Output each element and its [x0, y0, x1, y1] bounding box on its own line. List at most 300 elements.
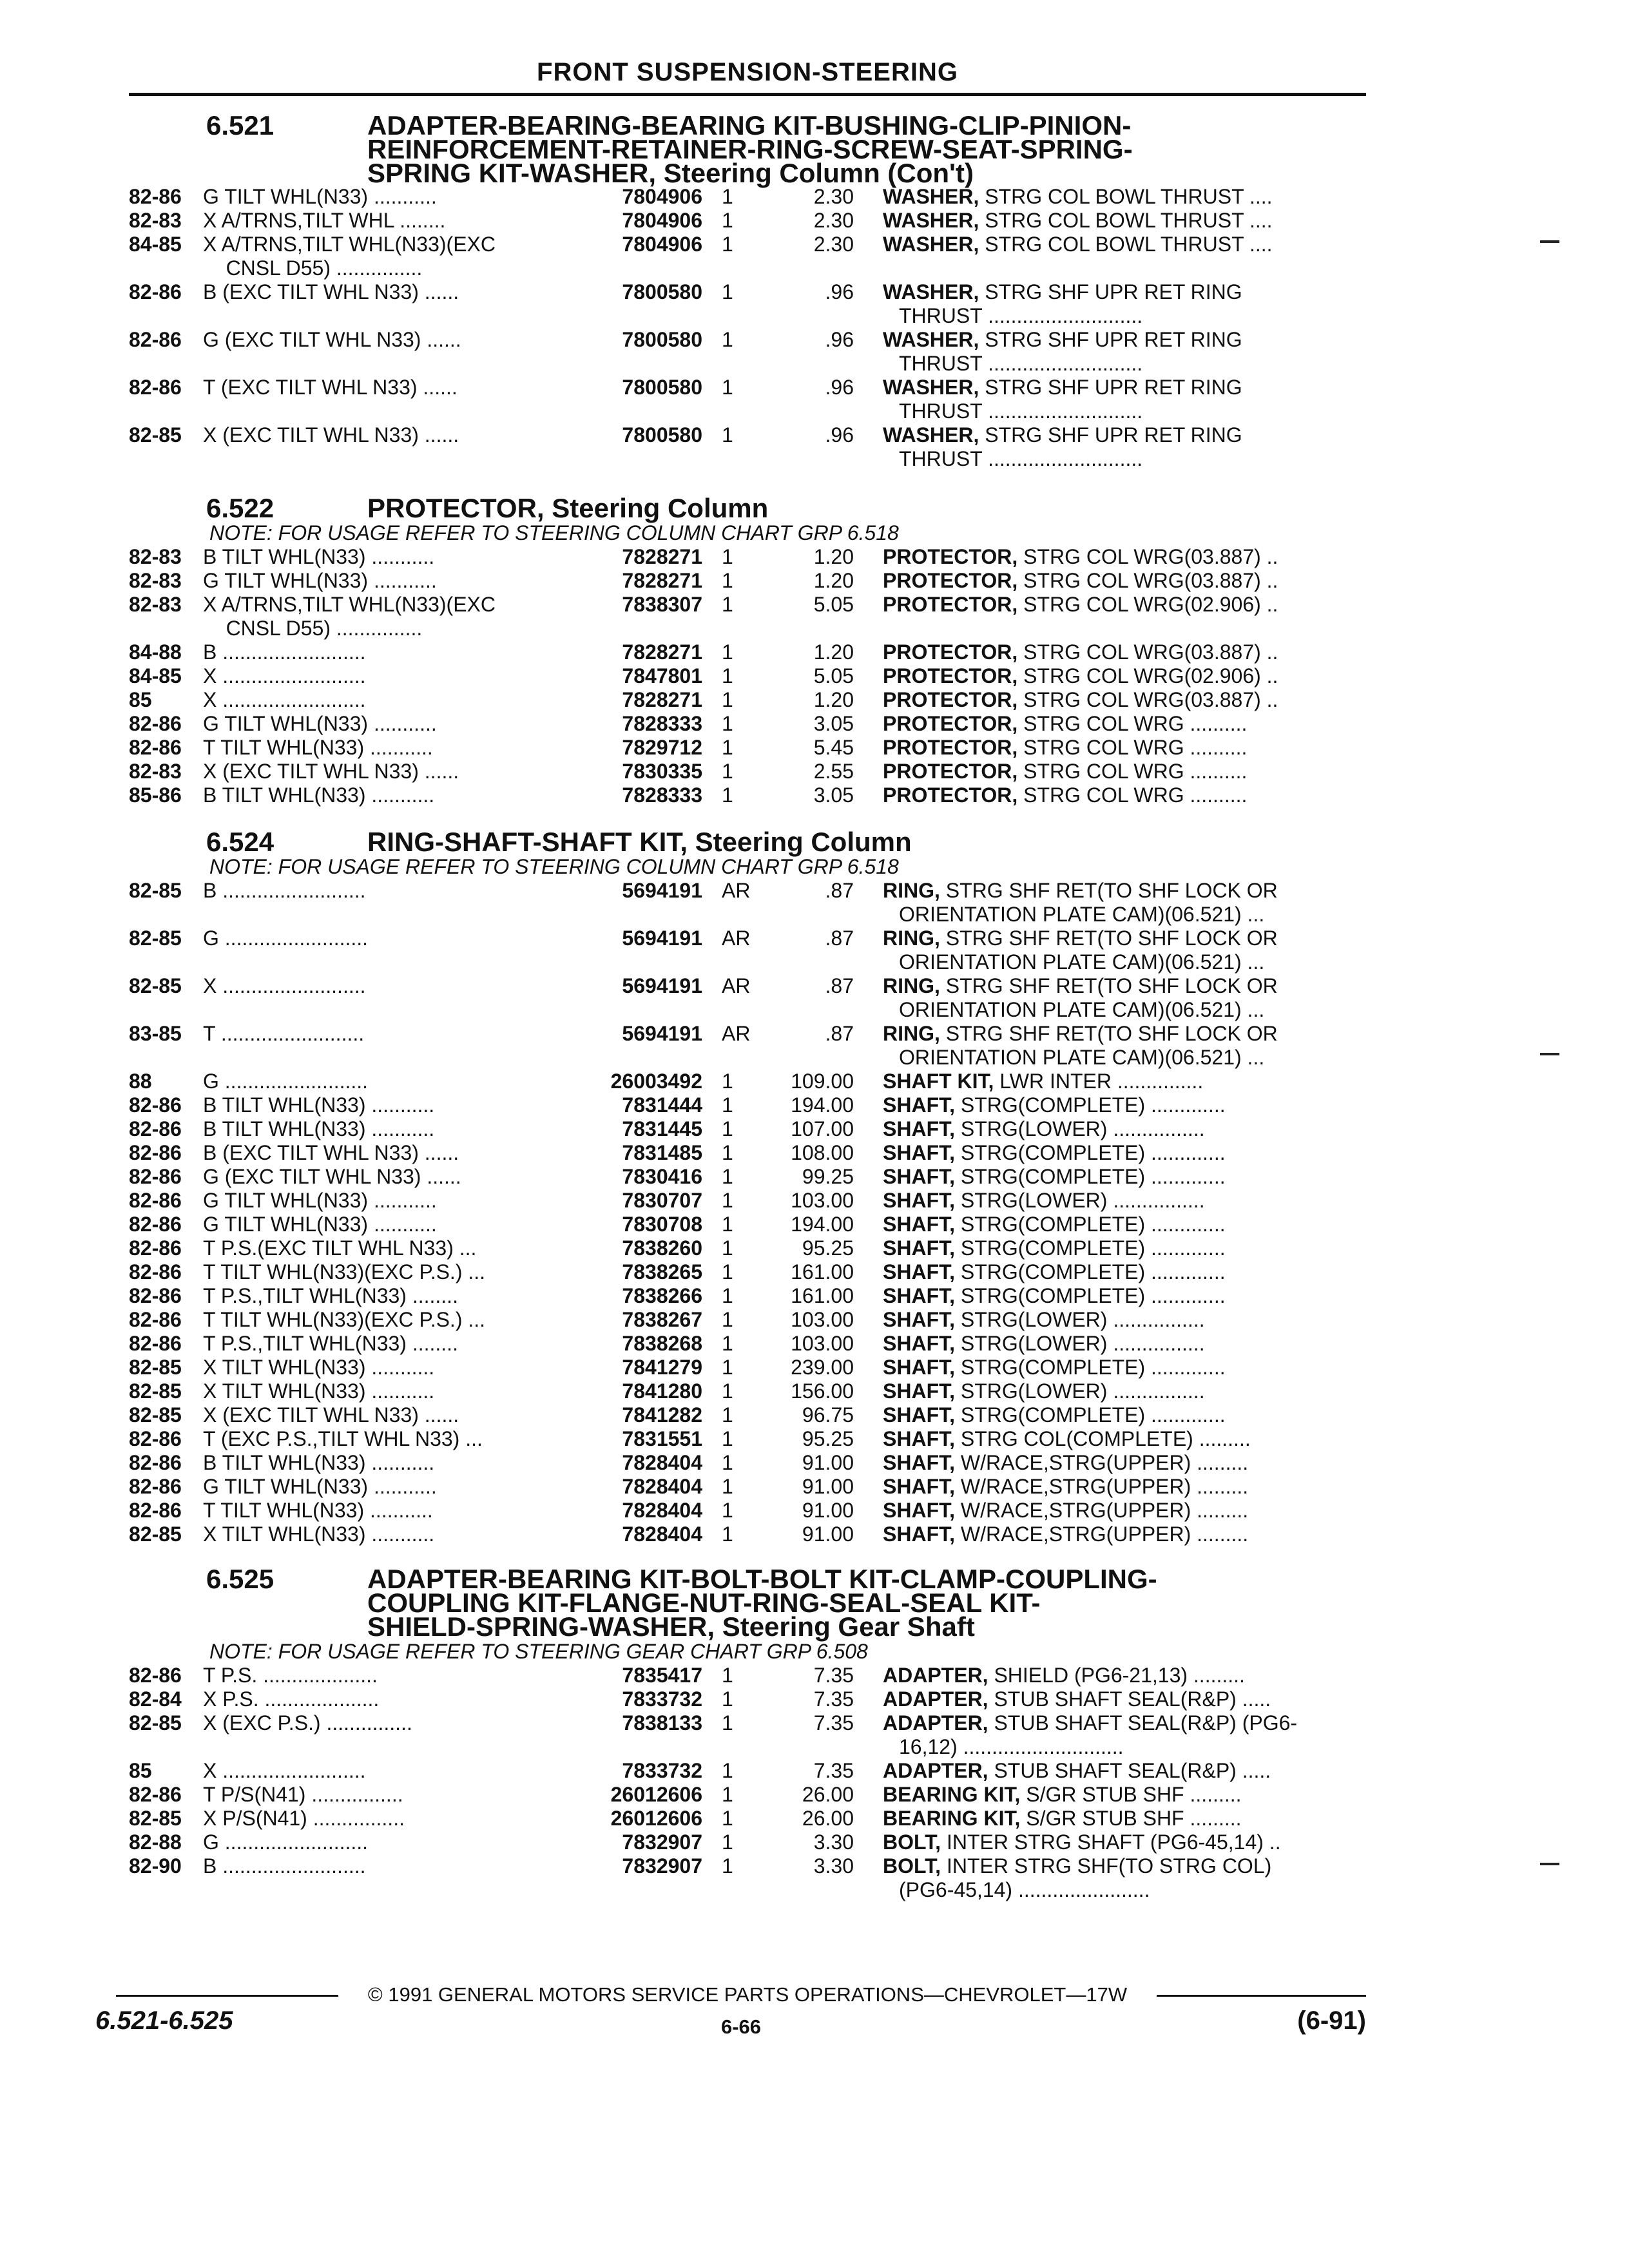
- model-years: 85: [129, 1759, 152, 1782]
- parts-row: [129, 1308, 1353, 1332]
- part-number: 7830707: [622, 1189, 702, 1212]
- quantity: 1: [722, 1687, 733, 1711]
- quantity: 1: [722, 1213, 733, 1236]
- model-application: X .........................: [203, 664, 366, 687]
- quantity: 1: [722, 688, 733, 711]
- footer-copyright: © 1991 GENERAL MOTORS SERVICE PARTS OPERATIONS—CHEVROLET—17W: [367, 1983, 1128, 2006]
- part-number: 7828404: [622, 1475, 702, 1498]
- model-application: T TILT WHL(N33) ...........: [203, 736, 433, 759]
- parts-row: [129, 376, 1353, 423]
- part-number: 7833732: [622, 1759, 702, 1782]
- model-years: 82-85: [129, 1403, 182, 1427]
- quantity: 1: [722, 423, 733, 447]
- part-number: 7838268: [622, 1332, 702, 1355]
- part-name: WASHER,: [883, 280, 979, 303]
- model-years: 82-85: [129, 1379, 182, 1403]
- part-description: [854, 1831, 1353, 1854]
- model-years: 82-86: [129, 1189, 182, 1212]
- model-years: 82-83: [129, 545, 182, 568]
- model-application: X TILT WHL(N33) ...........: [203, 1356, 435, 1379]
- model-years: 82-86: [129, 1475, 182, 1498]
- model-application: X TILT WHL(N33) ...........: [203, 1523, 435, 1546]
- part-detail: STRG COL BOWL THRUST ....: [979, 185, 1273, 208]
- model-application: G TILT WHL(N33) ...........: [203, 569, 437, 592]
- description-line: THRUST ...........................: [899, 399, 1143, 423]
- model-application: T TILT WHL(N33) ...........: [203, 1499, 433, 1522]
- parts-row: [129, 1759, 1353, 1783]
- section-6-522: [129, 493, 1353, 807]
- part-detail: STRG(LOWER) ................: [955, 1379, 1205, 1403]
- model-application: X P.S. ....................: [203, 1687, 380, 1711]
- model-application: B TILT WHL(N33) ...........: [203, 1451, 435, 1474]
- quantity: 1: [722, 1379, 733, 1403]
- part-description: [854, 1284, 1353, 1308]
- model-application: G TILT WHL(N33) ...........: [203, 712, 437, 735]
- part-number: 7830416: [622, 1165, 702, 1188]
- part-detail: STRG SHF RET(TO SHF LOCK OR: [940, 974, 1278, 997]
- part-number: 7847801: [622, 664, 702, 687]
- part-description: [854, 974, 1353, 1022]
- part-name: ADAPTER,: [883, 1759, 988, 1782]
- description-line: [883, 1117, 1353, 1141]
- usage-note: NOTE: FOR USAGE REFER TO STEERING COLUMN CHART GRP 6.518: [209, 855, 899, 878]
- part-description: [854, 1022, 1353, 1070]
- part-name: WASHER,: [883, 328, 979, 351]
- price: 2.55: [813, 760, 854, 783]
- part-name: SHAFT,: [883, 1379, 955, 1403]
- part-description: [854, 664, 1353, 688]
- part-description: [854, 760, 1353, 783]
- part-name: SHAFT,: [883, 1356, 955, 1379]
- parts-row: [129, 545, 1353, 569]
- part-detail: STRG SHF RET(TO SHF LOCK OR: [940, 927, 1278, 950]
- price: .96: [825, 423, 854, 447]
- quantity: 1: [722, 233, 733, 256]
- model-application: G TILT WHL(N33) ...........: [203, 185, 437, 208]
- quantity: 1: [722, 712, 733, 735]
- parts-row: [129, 736, 1353, 760]
- usage-note: NOTE: FOR USAGE REFER TO STEERING COLUMN CHART GRP 6.518: [209, 521, 899, 544]
- model-application: X (EXC TILT WHL N33) ......: [203, 760, 459, 783]
- description-line: [883, 1070, 1353, 1093]
- part-number: 7800580: [622, 280, 702, 303]
- model-application: X A/TRNS,TILT WHL ........: [203, 209, 446, 232]
- description-line: [883, 760, 1353, 783]
- model-years: 82-86: [129, 280, 182, 303]
- quantity: 1: [722, 1759, 733, 1782]
- section-title: [367, 827, 1353, 857]
- model-application: T TILT WHL(N33)(EXC P.S.) ...: [203, 1260, 486, 1283]
- description-line: [883, 209, 1353, 233]
- section-heading: [129, 493, 1353, 523]
- model-application: X (EXC P.S.) ...............: [203, 1711, 412, 1735]
- part-description: [854, 1523, 1353, 1546]
- parts-row: [129, 1236, 1353, 1260]
- part-name: RING,: [883, 1022, 940, 1045]
- parts-row: [129, 1854, 1353, 1902]
- model-years: 85: [129, 688, 152, 711]
- model-application: X .........................: [203, 974, 366, 997]
- model-application: X TILT WHL(N33) ...........: [203, 1379, 435, 1403]
- part-number: 7841282: [622, 1403, 702, 1427]
- model-application: T (EXC P.S.,TILT WHL N33) ...: [203, 1427, 483, 1450]
- part-detail: STUB SHAFT SEAL(R&P) .....: [988, 1687, 1271, 1711]
- part-detail: STRG SHF RET(TO SHF LOCK OR: [940, 879, 1278, 902]
- quantity: 1: [722, 1499, 733, 1522]
- quantity: 1: [722, 1189, 733, 1212]
- part-number: 7800580: [622, 328, 702, 351]
- model-application: G .........................: [203, 1831, 369, 1854]
- part-number: 7828404: [622, 1523, 702, 1546]
- description-line: (PG6-45,14) .......................: [899, 1878, 1150, 1901]
- part-name: SHAFT,: [883, 1475, 955, 1498]
- part-name: PROTECTOR,: [883, 712, 1018, 735]
- part-detail: INTER STRG SHAFT (PG6-45,14) ..: [941, 1831, 1281, 1854]
- model-application: G .........................: [203, 1070, 369, 1093]
- description-line: [883, 783, 1353, 807]
- model-years: 82-86: [129, 185, 182, 208]
- part-name: SHAFT,: [883, 1165, 955, 1188]
- part-detail: STRG COL WRG ..........: [1017, 712, 1248, 735]
- part-description: [854, 712, 1353, 736]
- parts-row: [129, 1356, 1353, 1379]
- part-number: 7828333: [622, 783, 702, 807]
- part-name: SHAFT,: [883, 1284, 955, 1307]
- price: 99.25: [802, 1165, 854, 1188]
- part-detail: STRG(COMPLETE) .............: [955, 1403, 1226, 1427]
- part-description: [854, 1308, 1353, 1332]
- description-line: [883, 1759, 1353, 1783]
- part-name: ADAPTER,: [883, 1687, 988, 1711]
- part-name: SHAFT KIT,: [883, 1070, 994, 1093]
- model-application: T TILT WHL(N33)(EXC P.S.) ...: [203, 1308, 486, 1331]
- description-line: [883, 1332, 1353, 1356]
- part-description: [854, 1379, 1353, 1403]
- part-name: PROTECTOR,: [883, 760, 1018, 783]
- section-number: 6.522: [206, 493, 275, 523]
- quantity: 1: [722, 1807, 733, 1830]
- price: 1.20: [813, 640, 854, 664]
- description-line: [883, 1213, 1353, 1236]
- section-number: 6.524: [206, 827, 275, 857]
- part-detail: W/RACE,STRG(UPPER) .........: [955, 1475, 1249, 1498]
- model-years: 85-86: [129, 783, 182, 807]
- parts-row: [129, 783, 1353, 807]
- part-detail: STRG SHF UPR RET RING: [979, 376, 1242, 399]
- parts-row: [129, 879, 1353, 927]
- model-application: T P.S.,TILT WHL(N33) ........: [203, 1284, 458, 1307]
- part-description: [854, 783, 1353, 807]
- description-line: [883, 1523, 1353, 1546]
- quantity: AR: [722, 974, 751, 997]
- model-years: 82-85: [129, 879, 182, 902]
- model-years: 82-86: [129, 1213, 182, 1236]
- part-name: PROTECTOR,: [883, 664, 1018, 687]
- model-application: T P.S.,TILT WHL(N33) ........: [203, 1332, 458, 1355]
- price: 161.00: [791, 1260, 854, 1283]
- parts-row: [129, 760, 1353, 783]
- description-line: [883, 640, 1353, 664]
- description-line: ORIENTATION PLATE CAM)(06.521) ...: [899, 950, 1265, 974]
- part-name: RING,: [883, 927, 940, 950]
- description-line: [883, 1260, 1353, 1284]
- part-description: [854, 1687, 1353, 1711]
- price: 239.00: [791, 1356, 854, 1379]
- model-application: B TILT WHL(N33) ...........: [203, 1093, 435, 1117]
- part-number: 7828333: [622, 712, 702, 735]
- price: 96.75: [802, 1403, 854, 1427]
- part-detail: STRG(COMPLETE) .............: [955, 1284, 1226, 1307]
- quantity: 1: [722, 736, 733, 759]
- parts-row: [129, 1427, 1353, 1451]
- price: 1.20: [813, 545, 854, 568]
- description-line: ORIENTATION PLATE CAM)(06.521) ...: [899, 1046, 1265, 1069]
- part-number: 7828271: [622, 569, 702, 592]
- part-number: 7828404: [622, 1451, 702, 1474]
- part-name: SHAFT,: [883, 1141, 955, 1164]
- part-number: 7800580: [622, 376, 702, 399]
- quantity: 1: [722, 1356, 733, 1379]
- section-title-line: REINFORCEMENT-RETAINER-RING-SCREW-SEAT-SPRING-: [367, 134, 1133, 164]
- section-title: [367, 110, 1353, 188]
- part-detail: STRG(COMPLETE) .............: [955, 1165, 1226, 1188]
- part-name: PROTECTOR,: [883, 545, 1018, 568]
- part-number: 7830708: [622, 1213, 702, 1236]
- part-number: 7831445: [622, 1117, 702, 1140]
- model-application: B (EXC TILT WHL N33) ......: [203, 1141, 459, 1164]
- model-application: G TILT WHL(N33) ...........: [203, 1213, 437, 1236]
- parts-row: [129, 1260, 1353, 1284]
- model-application: X P/S(N41) ................: [203, 1807, 405, 1830]
- price: 2.30: [813, 233, 854, 256]
- part-name: BEARING KIT,: [883, 1783, 1021, 1806]
- part-name: RING,: [883, 974, 940, 997]
- part-detail: STRG(COMPLETE) .............: [955, 1093, 1226, 1117]
- price: 95.25: [802, 1427, 854, 1450]
- part-detail: STRG SHF UPR RET RING: [979, 423, 1242, 447]
- part-detail: STRG SHF UPR RET RING: [979, 328, 1242, 351]
- part-name: ADAPTER,: [883, 1711, 988, 1735]
- quantity: 1: [722, 1117, 733, 1140]
- part-detail: S/GR STUB SHF .........: [1020, 1807, 1242, 1830]
- parts-row: [129, 640, 1353, 664]
- parts-row: [129, 1711, 1353, 1759]
- model-application: G TILT WHL(N33) ...........: [203, 1189, 437, 1212]
- parts-row: [129, 1523, 1353, 1546]
- part-description: [854, 1783, 1353, 1807]
- description-line: [883, 1664, 1353, 1687]
- part-detail: STUB SHAFT SEAL(R&P) (PG6-: [988, 1711, 1298, 1735]
- model-application: B .........................: [203, 879, 366, 902]
- parts-row: [129, 1783, 1353, 1807]
- quantity: AR: [722, 879, 751, 902]
- model-years: 82-85: [129, 1356, 182, 1379]
- part-name: RING,: [883, 879, 940, 902]
- description-line: [883, 688, 1353, 712]
- model-application: B TILT WHL(N33) ...........: [203, 545, 435, 568]
- price: 103.00: [791, 1308, 854, 1331]
- parts-row: [129, 1403, 1353, 1427]
- description-line: [883, 1236, 1353, 1260]
- model-years: 82-86: [129, 736, 182, 759]
- parts-row: [129, 1332, 1353, 1356]
- part-description: [854, 1759, 1353, 1783]
- model-years: 83-85: [129, 1022, 182, 1045]
- part-description: [854, 1499, 1353, 1523]
- part-description: [854, 569, 1353, 593]
- description-line: THRUST ...........................: [899, 304, 1143, 327]
- parts-row: [129, 712, 1353, 736]
- model-years: 82-86: [129, 1427, 182, 1450]
- part-number: 7841280: [622, 1379, 702, 1403]
- header-rule: [129, 93, 1366, 96]
- quantity: 1: [722, 783, 733, 807]
- parts-row: [129, 233, 1353, 280]
- part-detail: W/RACE,STRG(UPPER) .........: [955, 1451, 1249, 1474]
- quantity: 1: [722, 185, 733, 208]
- quantity: 1: [722, 1070, 733, 1093]
- description-line: [883, 1854, 1353, 1878]
- section-6-525: [129, 1564, 1353, 1902]
- part-description: [854, 1854, 1353, 1902]
- section-6-521: [129, 110, 1353, 471]
- model-application: G (EXC TILT WHL N33) ......: [203, 1165, 461, 1188]
- description-line: [883, 1141, 1353, 1165]
- part-detail: STRG COL BOWL THRUST ....: [979, 233, 1273, 256]
- footer-section-range: 6.521-6.525: [95, 2006, 233, 2035]
- part-description: [854, 328, 1353, 376]
- model-years: 82-86: [129, 328, 182, 351]
- model-years: 82-86: [129, 1783, 182, 1806]
- model-years: 82-85: [129, 1711, 182, 1735]
- part-name: SHAFT,: [883, 1093, 955, 1117]
- description-line: [883, 1499, 1353, 1523]
- model-application: T P.S. ....................: [203, 1664, 378, 1687]
- part-detail: STRG(LOWER) ................: [955, 1308, 1205, 1331]
- model-years: 82-86: [129, 1451, 182, 1474]
- part-detail: STRG(LOWER) ................: [955, 1117, 1205, 1140]
- part-name: SHAFT,: [883, 1117, 955, 1140]
- model-application: G (EXC TILT WHL N33) ......: [203, 328, 461, 351]
- part-description: [854, 1070, 1353, 1093]
- parts-row: [129, 1451, 1353, 1475]
- price: 95.25: [802, 1236, 854, 1260]
- description-line: [883, 736, 1353, 760]
- part-description: [854, 545, 1353, 569]
- parts-row: [129, 1284, 1353, 1308]
- part-name: WASHER,: [883, 376, 979, 399]
- model-application: X (EXC TILT WHL N33) ......: [203, 423, 459, 447]
- model-application: B .........................: [203, 640, 366, 664]
- price: .96: [825, 376, 854, 399]
- quantity: 1: [722, 1854, 733, 1878]
- part-name: SHAFT,: [883, 1189, 955, 1212]
- price: 2.30: [813, 209, 854, 232]
- part-detail: STRG COL(COMPLETE) .........: [955, 1427, 1251, 1450]
- part-description: [854, 280, 1353, 328]
- section-number: 6.525: [206, 1564, 275, 1594]
- parts-row: [129, 423, 1353, 471]
- part-number: 5694191: [622, 927, 702, 950]
- parts-row: [129, 1664, 1353, 1687]
- model-years: 84-88: [129, 640, 182, 664]
- part-description: [854, 1236, 1353, 1260]
- part-description: [854, 1451, 1353, 1475]
- part-detail: STRG(COMPLETE) .............: [955, 1141, 1226, 1164]
- section-heading: [129, 110, 1353, 188]
- section-title-line: SPRING KIT-WASHER, Steering Column (Con't): [367, 158, 974, 188]
- quantity: 1: [722, 1093, 733, 1117]
- quantity: 1: [722, 328, 733, 351]
- price: 26.00: [802, 1783, 854, 1806]
- part-name: PROTECTOR,: [883, 688, 1018, 711]
- part-number: 7833732: [622, 1687, 702, 1711]
- model-years: 82-86: [129, 1236, 182, 1260]
- part-number: 26003492: [610, 1070, 702, 1093]
- price: 26.00: [802, 1807, 854, 1830]
- usage-note: NOTE: FOR USAGE REFER TO STEERING GEAR CHART GRP 6.508: [209, 1640, 868, 1663]
- description-line: [883, 1831, 1353, 1854]
- quantity: 1: [722, 1165, 733, 1188]
- parts-row: [129, 1379, 1353, 1403]
- part-detail: STRG COL WRG ..........: [1017, 783, 1248, 807]
- price: 7.35: [813, 1711, 854, 1735]
- price: 7.35: [813, 1759, 854, 1782]
- part-detail: STRG(COMPLETE) .............: [955, 1236, 1226, 1260]
- part-number: 7838267: [622, 1308, 702, 1331]
- quantity: 1: [722, 569, 733, 592]
- section-title: [367, 493, 1353, 523]
- price: .87: [825, 927, 854, 950]
- section-title-line: ADAPTER-BEARING KIT-BOLT-BOLT KIT-CLAMP-COUPLING-: [367, 1564, 1157, 1594]
- description-line: [883, 664, 1353, 688]
- part-number: 7841279: [622, 1356, 702, 1379]
- description-line: [883, 879, 1353, 903]
- part-detail: STRG(COMPLETE) .............: [955, 1260, 1226, 1283]
- part-number: 7828271: [622, 640, 702, 664]
- part-detail: STRG(COMPLETE) .............: [955, 1213, 1226, 1236]
- part-name: PROTECTOR,: [883, 569, 1018, 592]
- description-line: [883, 1687, 1353, 1711]
- model-application: X .........................: [203, 688, 366, 711]
- part-detail: W/RACE,STRG(UPPER) .........: [955, 1499, 1249, 1522]
- description-line: THRUST ...........................: [899, 447, 1143, 470]
- description-line: [883, 233, 1353, 256]
- model-years: 82-86: [129, 1117, 182, 1140]
- quantity: 1: [722, 545, 733, 568]
- quantity: 1: [722, 1451, 733, 1474]
- parts-row: [129, 1141, 1353, 1165]
- quantity: 1: [722, 593, 733, 616]
- part-detail: W/RACE,STRG(UPPER) .........: [955, 1523, 1249, 1546]
- model-application: T (EXC TILT WHL N33) ......: [203, 376, 458, 399]
- description-line: [883, 1284, 1353, 1308]
- description-line: [883, 712, 1353, 736]
- part-name: SHAFT,: [883, 1236, 955, 1260]
- part-number: 7838307: [622, 593, 702, 616]
- description-line: [883, 545, 1353, 569]
- quantity: 1: [722, 1475, 733, 1498]
- part-name: SHAFT,: [883, 1332, 955, 1355]
- footer-date: (6-91): [1297, 2006, 1366, 2035]
- part-description: [854, 688, 1353, 712]
- part-name: SHAFT,: [883, 1260, 955, 1283]
- part-description: [854, 736, 1353, 760]
- part-description: [854, 640, 1353, 664]
- part-detail: S/GR STUB SHF .........: [1020, 1783, 1242, 1806]
- part-name: PROTECTOR,: [883, 783, 1018, 807]
- description-line: [883, 1093, 1353, 1117]
